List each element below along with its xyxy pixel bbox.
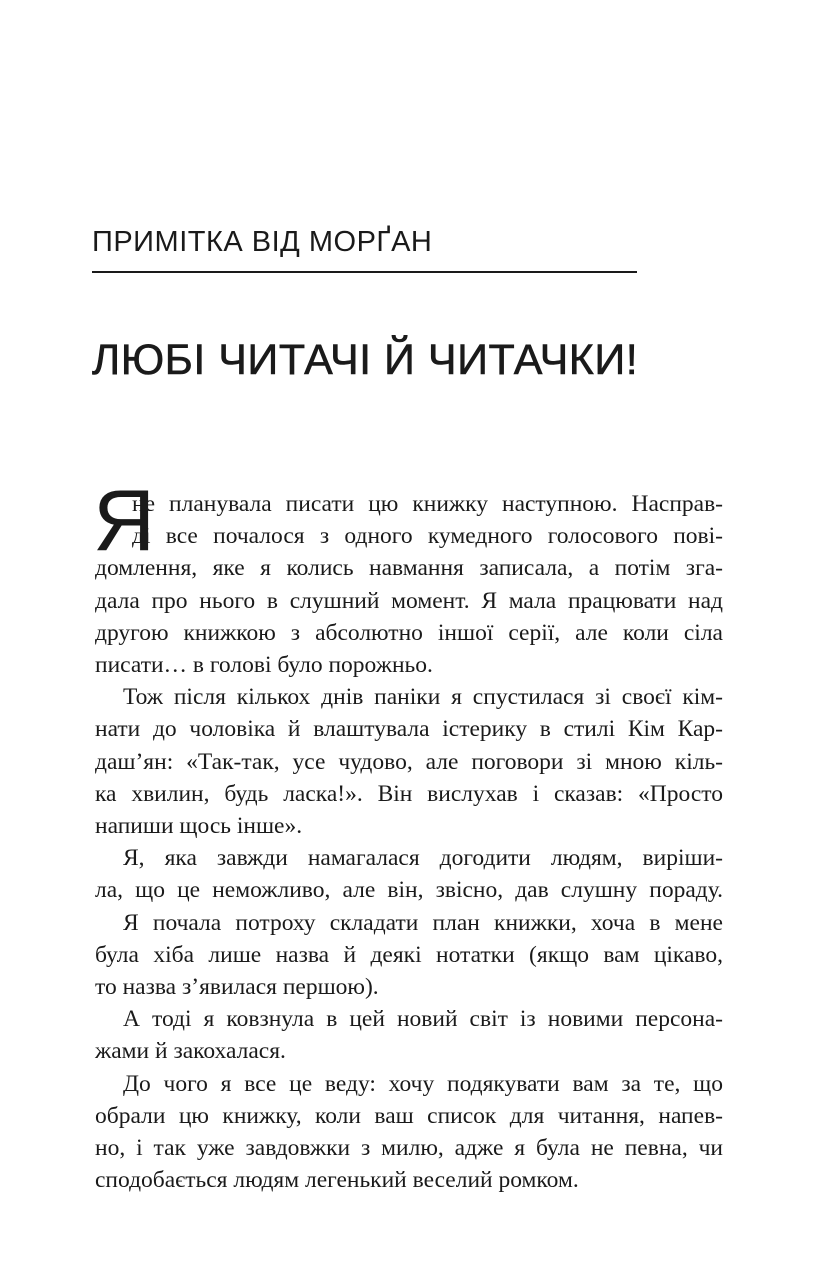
text-line: Я почала потроху складати план книжки, хоча в мене (123, 909, 723, 936)
text-line: даш’ян: «Так-так, усе чудово, але поговори зі мною кіль- (95, 748, 723, 775)
text-line: писати… в голові було порожньо. (95, 652, 433, 679)
text-line: но, і так уже завдовжки з милю, адже я була не певна, чи (95, 1135, 723, 1162)
text-line: Тож після кількох днів паніки я спустилася зі своєї кім- (123, 684, 723, 711)
paragraph-3 (95, 842, 723, 906)
text-line: дала про нього в слушний момент. Я мала працювати над (95, 587, 723, 614)
text-line: ка хвилин, будь ласка!». Він вислухав і сказав: «Просто (95, 780, 723, 807)
header-rule (92, 271, 637, 273)
text-line: Я, яка завжди намагалася догодити людям, виріши- (123, 845, 723, 872)
text-line: то назва з’явилася першою). (95, 974, 379, 1001)
running-head: ПРИМІТКА ВІД МОРҐАН (92, 226, 433, 258)
text-line: До чого я все це веду: хочу подякувати вам за те, що (123, 1070, 723, 1097)
text-line: нати до чоловіка й влаштувала істерику в стилі Кім Кар- (95, 716, 723, 743)
paragraph-1 (93, 473, 723, 681)
body-text (93, 473, 723, 1196)
text-line: не планувала писати цю книжку наступною. Насправ- (132, 491, 723, 517)
paragraph-4 (95, 907, 723, 1004)
text-line: другою книжкою з абсолютно іншої серії, але коли сіла (95, 619, 723, 646)
drop-cap: Я (93, 473, 156, 569)
text-line: жами й закохалася. (95, 1038, 286, 1065)
text-line: була хіба лише назва й деякі нотатки (якщо вам цікаво, (95, 941, 723, 968)
paragraph-5 (95, 1003, 723, 1067)
text-line: ла, що це неможливо, але він, звісно, дав слушну пораду. (95, 877, 723, 904)
text-line: домлення, яке я колись навмання записала, а потім зга- (95, 555, 723, 582)
text-line: напиши щось інше». (95, 813, 303, 840)
text-line: обрали цю книжку, коли ваш список для читання, напев- (95, 1102, 723, 1129)
text-line: ді все почалося з одного кумедного голосового пові- (132, 523, 723, 550)
chapter-title: ЛЮБІ ЧИТАЧІ Й ЧИТАЧКИ! (92, 336, 639, 384)
paragraph-2 (95, 681, 723, 842)
text-line: А тоді я ковзнула в цей новий світ із новими персона- (123, 1006, 723, 1033)
text-line: сподобається людям легенький веселий ромком. (95, 1167, 579, 1194)
paragraph-6 (95, 1068, 723, 1197)
